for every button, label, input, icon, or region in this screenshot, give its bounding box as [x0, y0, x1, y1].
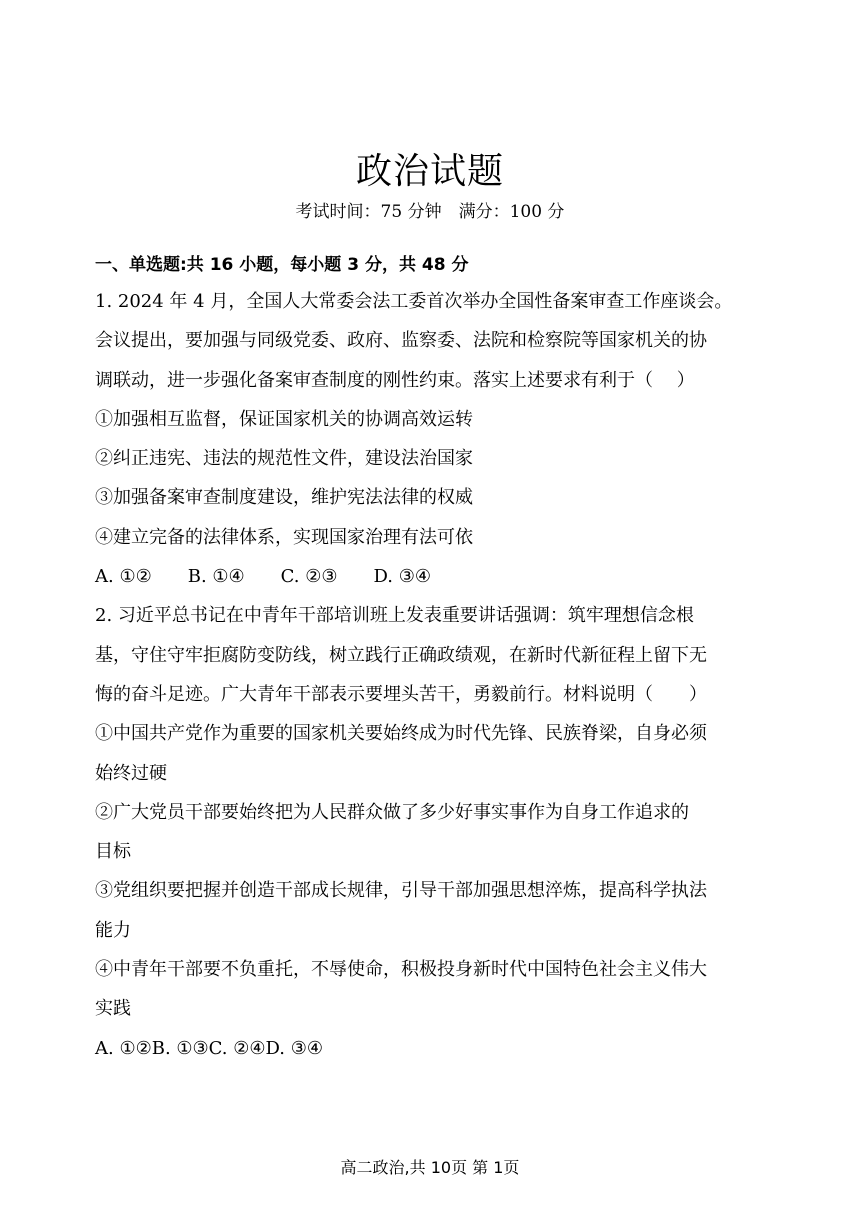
statement-option: ①加强相互监督，保证国家机关的协调高效运转 [95, 408, 473, 430]
section-heading: 一、单选题:共 16 小题，每小题 3 分，共 48 分 [95, 255, 469, 275]
question-stem-line: 会议提出，要加强与同级党委、政府、监察委、法院和检察院等国家机关的协 [95, 330, 707, 352]
statement-option-continuation: 能力 [95, 919, 131, 941]
statement-option: ③党组织要把握并创造干部成长规律，引导干部加强思想淬炼，提高科学执法 [95, 880, 707, 902]
question-list [95, 282, 775, 1068]
question-2 [95, 596, 775, 1068]
question-stem-line: 2. 习近平总书记在中青年干部培训班上发表重要讲话强调：筑牢理想信念根 [95, 605, 694, 627]
statement-option: ②纠正违宪、违法的规范性文件，建设法治国家 [95, 448, 473, 470]
exam-info: 考试时间：75 分钟 满分：100 分 [295, 202, 565, 222]
statement-option: ④中青年干部要不负重托，不辱使命，积极投身新时代中国特色社会主义伟大 [95, 959, 707, 981]
statement-option-continuation: 实践 [95, 998, 131, 1020]
statement-option: ④建立完备的法律体系，实现国家治理有法可依 [95, 526, 473, 548]
statement-option-continuation: 目标 [95, 841, 131, 863]
question-stem-line: 悔的奋斗足迹。广大青年干部表示要埋头苦干，勇毅前行。材料说明（ ） [95, 683, 707, 705]
question-stem-line: 基，守住守牢拒腐防变防线，树立践行正确政绩观，在新时代新征程上留下无 [95, 644, 707, 666]
answer-choices: A. ①② B. ①④ C. ②③ D. ③④ [95, 566, 432, 588]
statement-option: ①中国共产党作为重要的国家机关要始终成为时代先锋、民族脊梁，自身必须 [95, 723, 707, 745]
statement-option: ③加强备案审查制度建设，维护宪法法律的权威 [95, 487, 473, 509]
answer-choices: A. ①②B. ①③C. ②④D. ③④ [95, 1037, 324, 1059]
statement-option: ②广大党员干部要始终把为人民群众做了多少好事实事作为自身工作追求的 [95, 801, 689, 823]
page-title: 政治试题 [355, 151, 504, 192]
page-footer: 高二政治,共 10页 第 1页 [340, 1158, 520, 1177]
question-1 [95, 282, 775, 596]
question-stem-line: 1. 2024 年 4 月，全国人大常委会法工委首次举办全国性备案审查工作座谈会。 [95, 291, 733, 312]
question-stem-line: 调联动，进一步强化备案审查制度的刚性约束。落实上述要求有利于（ ） [95, 369, 695, 391]
statement-option-continuation: 始终过硬 [95, 762, 167, 784]
